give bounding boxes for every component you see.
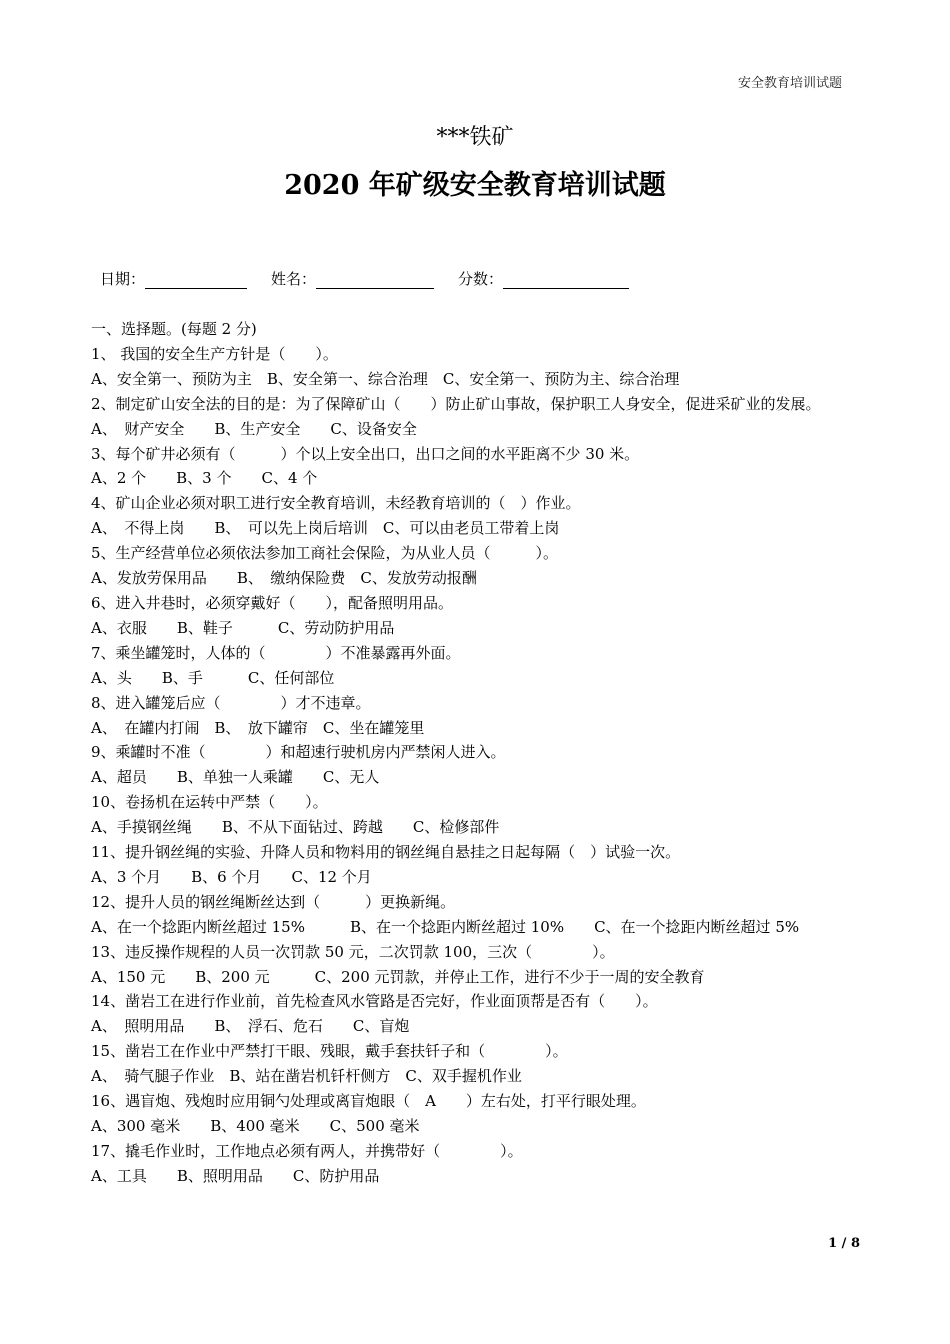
question-line: 13、违反操作规程的人员一次罚款 50 元，二次罚款 100，三次（ ）。 [91,942,615,961]
question-line: A、 在罐内打闹 B、 放下罐帘 C、坐在罐笼里 [91,718,425,737]
question-line: 6、进入井巷时，必须穿戴好（ ），配备照明用品。 [91,593,454,612]
question-line: 16、遇盲炮、残炮时应用铜勺处理或离盲炮眼（ A ）左右处，打平行眼处理。 [91,1092,646,1111]
document-title-company: ***铁矿 [436,125,514,150]
question-line: 1、 我国的安全生产方针是（ ）。 [91,344,338,363]
question-line: 3、每个矿井必须有（ ）个以上安全出口，出口之间的水平距离不少 30 米。 [91,444,640,463]
question-line: 4、矿山企业必须对职工进行安全教育培训，未经教育培训的（ ）作业。 [91,494,581,513]
question-line: A、发放劳保用品 B、 缴纳保险费 C、发放劳动报酬 [91,569,477,588]
question-line: A、工具 B、照明用品 C、防护用品 [91,1166,380,1185]
score-field [458,268,629,289]
question-line: 17、撬毛作业时，工作地点必须有两人，并携带好（ ）。 [91,1141,523,1160]
question-line: 2、制定矿山安全法的目的是：为了保障矿山（ ）防止矿山事故，保护职工人身安全，促进采矿业的发展。 [91,394,821,413]
question-line: 15、凿岩工在作业中严禁打干眼、残眼，戴手套扶钎子和（ ）。 [91,1042,568,1061]
document-title: 2020 年矿级安全教育培训试题 [284,170,666,201]
date-blank [145,270,247,289]
question-line: A、在一个捻距内断丝超过 15% B、在一个捻距内断丝超过 10% C、在一个捻距内断丝超过 5% [91,917,800,936]
question-line: 8、进入罐笼后应（ ）才不违章。 [91,693,371,712]
name-field [271,268,434,289]
question-line: A、 财产安全 B、生产安全 C、设备安全 [91,419,417,438]
score-blank [503,270,629,289]
score-label: 分数： [458,270,504,288]
question-line: 一、选择题。(每题 2 分) [91,320,257,338]
question-line: 14、凿岩工在进行作业前，首先检查风水管路是否完好，作业面顶帮是否有（ ）。 [91,992,658,1011]
question-line: 7、乘坐罐笼时，人体的（ ）不准暴露再外面。 [91,643,461,662]
question-line: A、2 个 B、3 个 C、4 个 [91,469,318,488]
question-list [91,317,863,1189]
question-line: 9、乘罐时不准（ ）和超速行驶机房内严禁闲人进入。 [91,743,506,762]
running-header: 安全教育培训试题 [737,76,842,91]
name-label: 姓名： [271,270,317,288]
page-number: 1 / 8 [828,1236,860,1251]
name-blank [316,270,434,289]
date-field [100,268,247,289]
question-line: A、安全第一、预防为主 B、安全第一、综合治理 C、安全第一、预防为主、综合治理 [91,369,680,388]
question-line: 10、卷扬机在运转中严禁（ ）。 [91,793,328,812]
question-line: A、衣服 B、鞋子 C、劳动防护用品 [91,618,395,637]
question-line: A、手摸钢丝绳 B、不从下面钻过、跨越 C、检修部件 [91,818,500,837]
date-label: 日期： [100,270,146,288]
question-line: A、 不得上岗 B、 可以先上岗后培训 C、可以由老员工带着上岗 [91,519,560,538]
question-line: A、头 B、手 C、任何部位 [91,668,335,687]
question-line: A、150 元 B、200 元 C、200 元罚款，并停止工作，进行不少于一周的安全教育 [91,967,705,986]
question-line: A、 照明用品 B、 浮石、危石 C、盲炮 [91,1017,410,1036]
question-line: A、超员 B、单独一人乘罐 C、无人 [91,768,380,787]
question-line: A、 骑气腿子作业 B、站在凿岩机钎杆侧方 C、双手握机作业 [91,1067,522,1086]
question-line: 11、提升钢丝绳的实验、升降人员和物料用的钢丝绳自悬挂之日起每隔（ ）试验一次。 [91,843,681,862]
exam-info-row [100,268,629,289]
question-line: A、300 毫米 B、400 毫米 C、500 毫米 [91,1117,420,1135]
question-line: 12、提升人员的钢丝绳断丝达到（ ）更换新绳。 [91,892,456,911]
question-line: A、3 个月 B、6 个月 C、12 个月 [91,867,372,886]
question-line: 5、生产经营单位必须依法参加工商社会保险，为从业人员（ ）。 [91,544,559,563]
